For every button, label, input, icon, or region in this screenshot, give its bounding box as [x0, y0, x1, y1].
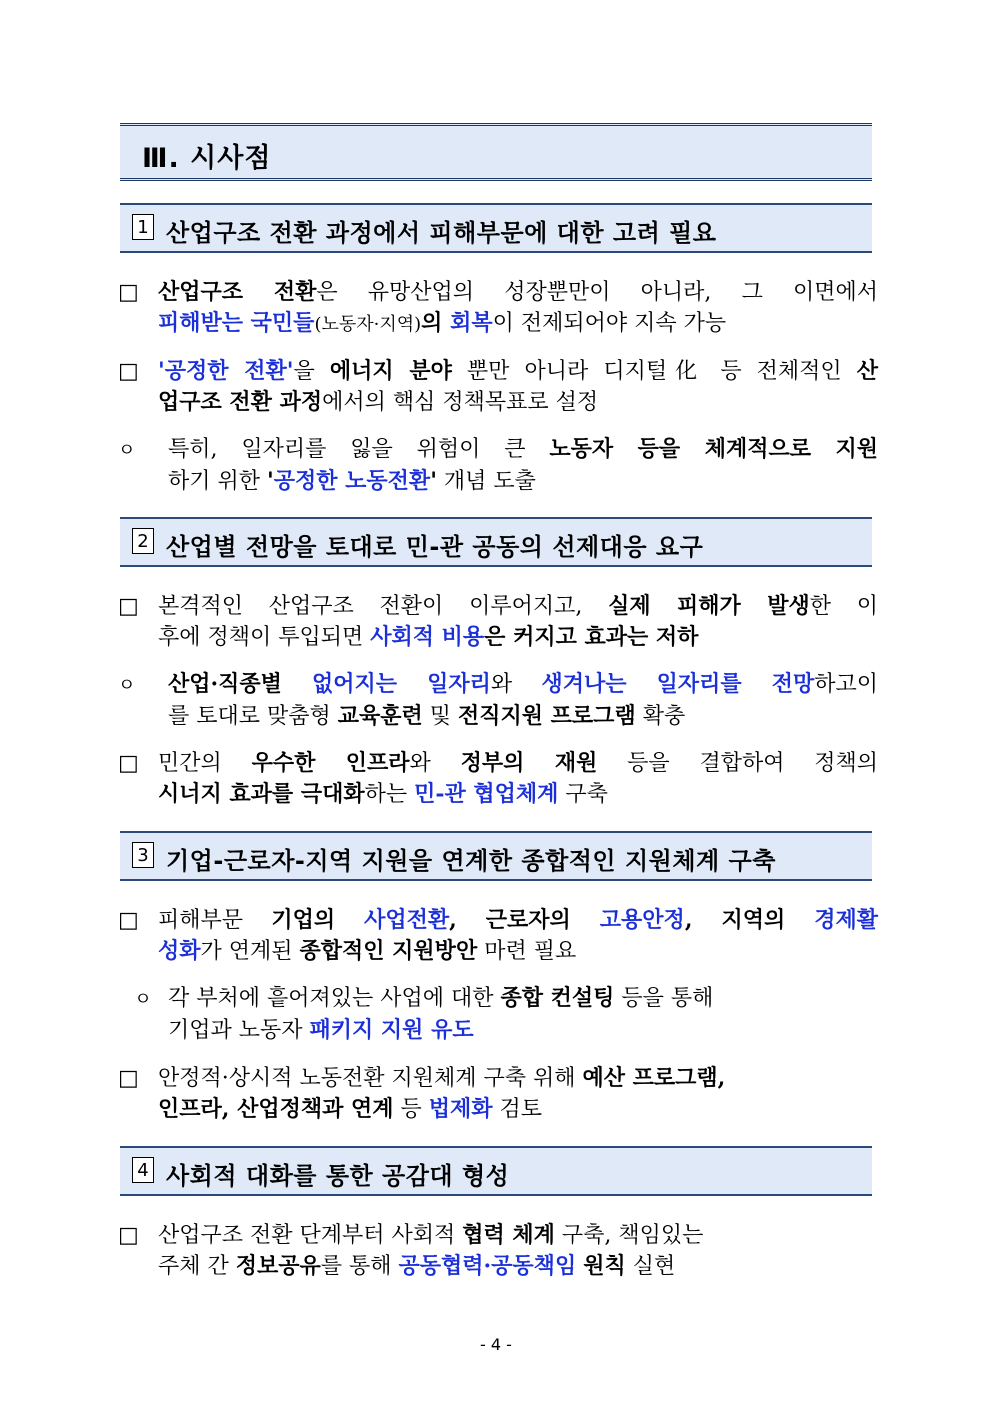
emphasis-text: 협력 체계: [462, 1222, 555, 1248]
body-text: ,: [449, 907, 486, 933]
highlight-text: 고용안정: [599, 907, 685, 933]
highlight-text: 없어지는 일자리: [312, 671, 491, 697]
body-text: 하는: [364, 782, 415, 807]
body-text: 안정적·상시적 노동전환 지원체계 구축 위해: [158, 1066, 583, 1091]
emphasis-text: 산: [856, 358, 879, 384]
square-bullet: □: [118, 908, 139, 933]
emphasis-text: 실제 피해가 발생: [608, 593, 810, 619]
highlight-text: 경제활: [814, 907, 878, 933]
body-text: 주체 간: [158, 1254, 236, 1279]
emphasis-text: 예산 프로그램,: [582, 1065, 726, 1091]
square-bullet: □: [118, 359, 139, 384]
body-text: 피해부문: [158, 908, 272, 933]
highlight-text: '공정한 전환': [158, 358, 294, 384]
body-text: 및: [422, 704, 459, 729]
highlight-text: 피해받는 국민들: [158, 310, 315, 336]
section-number: 4: [132, 1157, 154, 1183]
highlight-text: 공정한 노동전환: [273, 468, 431, 494]
body-text: 민간의: [158, 751, 252, 776]
body-text: 와: [490, 672, 542, 697]
emphasis-text: 에너지 분야: [329, 358, 452, 384]
body-text: 한 이: [809, 594, 879, 619]
body-text: 등을 통해: [614, 986, 714, 1011]
paragraph: [118, 277, 878, 340]
body-text: 확충: [635, 704, 686, 729]
section-title: 사회적 대화를 통한 공감대 형성: [166, 1162, 510, 1190]
quote-mark: ': [267, 468, 274, 494]
paragraph: [118, 591, 878, 653]
body-text: 특히, 일자리를 잃을 위험이 큰: [168, 437, 550, 462]
square-bullet: □: [118, 594, 139, 619]
highlight-text: 패키지 지원 유도: [309, 1017, 474, 1043]
paragraph: [118, 434, 878, 497]
emphasis-text: 우수한 인프라: [251, 750, 410, 776]
body-text: 하고이: [814, 672, 878, 697]
emphasis-text: 시너지 효과를 극대화: [158, 781, 365, 807]
highlight-text: 공동협력·공동책임: [398, 1253, 577, 1279]
section-number: 3: [132, 842, 154, 868]
body-text: 를 통해: [320, 1254, 399, 1279]
emphasis-text: 지역의: [721, 907, 815, 933]
section-number: 2: [132, 528, 154, 554]
emphasis-text: 교육훈련: [337, 703, 423, 729]
square-bullet: □: [118, 280, 139, 305]
circle-bullet: ㅇ: [134, 989, 152, 1010]
emphasis-text: 정부의 재원: [460, 750, 598, 776]
emphasis-text: 근로자의: [485, 907, 600, 933]
section-title: 산업구조 전환 과정에서 피해부문에 대한 고려 필요: [166, 219, 717, 247]
section-header-1: [120, 203, 872, 253]
body-text: ,: [684, 907, 722, 933]
body-text: 검토: [492, 1097, 543, 1122]
body-text: 후에 정책이 투입되면: [158, 625, 371, 650]
highlight-text: 성화: [158, 938, 201, 964]
highlight-text: 법제화: [428, 1096, 493, 1122]
highlight-text: 회복: [450, 310, 493, 336]
square-bullet: □: [118, 1066, 139, 1091]
paragraph: [118, 748, 878, 810]
body-text: 뿐만 아니라 디지털化 등 전체적인: [451, 359, 857, 384]
highlight-text: 사업전환: [364, 907, 450, 933]
highlight-text: 사회적 비용: [370, 624, 485, 650]
paragraph: [118, 905, 878, 967]
section-title: 기업-근로자-지역 지원을 연계한 종합적인 지원체계 구축: [166, 847, 776, 875]
body-text: 를 토대로 맞춤형: [168, 704, 338, 729]
body-text: 구축: [558, 782, 608, 807]
emphasis-text: 원칙: [583, 1253, 626, 1279]
emphasis-text: 인프라, 산업정책과 연계: [158, 1096, 394, 1122]
highlight-text: 생겨나는 일자리를 전망: [541, 671, 815, 697]
emphasis-text: 정보공유: [235, 1253, 321, 1279]
highlight-text: 민-관 협업체계: [414, 781, 559, 807]
emphasis-text: 전직지원 프로그램: [458, 703, 636, 729]
body-text: 등을 결합하여 정책의: [597, 751, 879, 776]
circle-bullet: ㅇ: [118, 675, 136, 696]
paragraph: [118, 1063, 878, 1125]
body-text: 기업과 노동자: [168, 1018, 310, 1043]
body-text: (노동자·지역): [314, 314, 422, 335]
body-text: 개념 도출: [436, 469, 536, 494]
body-text: 이 전제되어야 지속 가능: [492, 311, 727, 336]
section-header-4: [120, 1146, 872, 1196]
section-title: 산업별 전망을 토대로 민-관 공동의 선제대응 요구: [166, 533, 704, 561]
body-text: 에서의 핵심 정책목표로 설정: [322, 390, 599, 415]
section-header-3: [120, 831, 872, 881]
section-number: 1: [132, 214, 154, 240]
body-text: 산업구조 전환 단계부터 사회적: [158, 1223, 463, 1248]
body-text: 와: [409, 751, 461, 776]
emphasis-text: 산업구조 전환: [158, 279, 317, 305]
paragraph: [118, 356, 878, 418]
body-text: 하기 위한: [168, 469, 267, 494]
body-text: 등: [393, 1097, 429, 1122]
page-number: - 4 -: [480, 1335, 512, 1354]
emphasis-text: 의: [421, 310, 451, 336]
body-text: 구축, 책임있는: [554, 1223, 704, 1248]
emphasis-text: 종합 컨설팅: [500, 985, 615, 1011]
emphasis-text: 산업·직종별: [168, 671, 313, 697]
paragraph: [118, 983, 878, 1046]
paragraph: [118, 669, 878, 732]
emphasis-text: 종합적인 지원방안: [299, 938, 478, 964]
body-text: 본격적인 산업구조 전환이 이루어지고,: [158, 594, 609, 619]
body-text: 을: [293, 359, 330, 384]
circle-bullet: ㅇ: [118, 440, 136, 461]
body-text: 마련 필요: [477, 939, 577, 964]
square-bullet: □: [118, 1223, 139, 1248]
emphasis-text: 은 커지고 효과는 저하: [484, 624, 699, 650]
quote-mark: ': [430, 468, 437, 494]
emphasis-text: 업구조 전환 과정: [158, 389, 323, 415]
chapter-title: Ⅲ. 시사점: [142, 143, 272, 174]
square-bullet: □: [118, 751, 139, 776]
body-text: 실현: [625, 1254, 676, 1279]
emphasis-text: 기업의: [271, 907, 365, 933]
body-text: 은 유망산업의 성장뿐만이 아니라, 그 이면에서: [316, 280, 879, 305]
chapter-header: [120, 123, 872, 181]
paragraph: [118, 1220, 878, 1282]
body-text: 각 부처에 흩어져있는 사업에 대한: [168, 986, 501, 1011]
emphasis-text: 노동자 등을 체계적으로 지원: [549, 436, 878, 462]
body-text: 가 연계된: [200, 939, 300, 964]
section-header-2: [120, 517, 872, 567]
